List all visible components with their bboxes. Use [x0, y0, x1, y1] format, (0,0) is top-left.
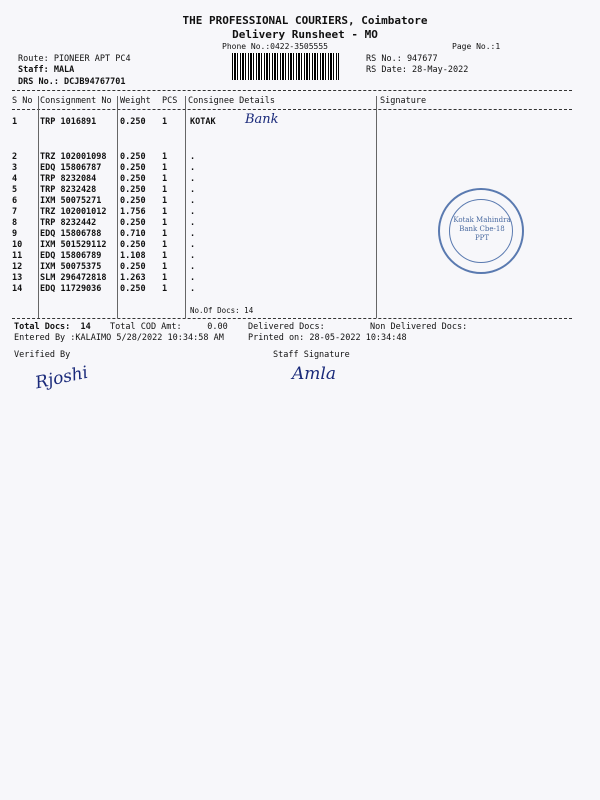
s-no: 8: [12, 218, 18, 228]
staff: Staff: MALA: [18, 65, 75, 75]
stamp-text: Kotak Mahindra Bank Cbe-18 PPT: [453, 216, 511, 242]
weight: 0.250: [120, 284, 146, 294]
weight: 0.250: [120, 152, 146, 162]
consignee: .: [190, 207, 196, 217]
consignment-no: TRP 8232442: [40, 218, 97, 228]
consignee: .: [190, 240, 196, 250]
weight: 0.250: [120, 196, 146, 206]
col-signature: Signature: [380, 96, 427, 106]
table-row: [0, 207, 376, 217]
s-no: 13: [12, 273, 23, 283]
route: Route: PIONEER APT PC4: [18, 54, 131, 64]
pcs: 1: [162, 117, 168, 127]
s-no: 11: [12, 251, 23, 261]
pcs: 1: [162, 185, 168, 195]
col-weight: Weight: [120, 96, 151, 106]
s-no: 4: [12, 174, 18, 184]
consignment-no: EDQ 15806788: [40, 229, 102, 239]
drs-number: DRS No.: DCJB94767701: [18, 77, 126, 87]
s-no: 6: [12, 196, 18, 206]
weight: 0.250: [120, 218, 146, 228]
weight: 0.250: [120, 240, 146, 250]
consignee: .: [190, 251, 196, 261]
consignee: .: [190, 229, 196, 239]
pcs: 1: [162, 152, 168, 162]
table-row: [0, 229, 376, 239]
printed-on: Printed on: 28-05-2022 10:34:48: [248, 333, 407, 343]
barcode: [232, 53, 339, 80]
consignee: .: [190, 196, 196, 206]
s-no: 12: [12, 262, 23, 272]
consignee: .: [190, 174, 196, 184]
weight: 0.250: [120, 262, 146, 272]
pcs: 1: [162, 207, 168, 217]
consignee: .: [190, 218, 196, 228]
weight: 0.250: [120, 163, 146, 173]
staff-signature-label: Staff Signature: [273, 350, 350, 360]
weight: 1.108: [120, 251, 146, 261]
consignment-no: EDQ 15806789: [40, 251, 102, 261]
company-title: THE PROFESSIONAL COURIERS, Coimbatore: [182, 14, 428, 27]
handwritten-note: Bank: [245, 112, 279, 127]
total-docs: Total Docs: 14: [14, 322, 91, 332]
table-row: [0, 262, 376, 272]
table-row: [0, 240, 376, 250]
table-row: [0, 152, 376, 162]
pcs: 1: [162, 229, 168, 239]
table-row: [0, 273, 376, 283]
bank-stamp: [438, 188, 524, 274]
col-pcs: PCS: [162, 96, 178, 106]
table-row: [0, 117, 376, 127]
col-consignment: Consignment No: [40, 96, 112, 106]
pcs: 1: [162, 262, 168, 272]
verified-by-label: Verified By: [14, 350, 71, 360]
s-no: 5: [12, 185, 18, 195]
consignment-no: TRZ 102001098: [40, 152, 107, 162]
no-of-docs: No.Of Docs: 14: [190, 306, 254, 315]
consignment-no: EDQ 11729036: [40, 284, 102, 294]
s-no: 1: [12, 117, 18, 127]
table-row: [0, 185, 376, 195]
consignment-no: TRP 8232084: [40, 174, 97, 184]
consignee: KOTAK: [190, 117, 216, 127]
table-row: [0, 218, 376, 228]
col-sno: S No: [12, 96, 33, 106]
weight: 1.263: [120, 273, 146, 283]
consignment-no: IXM 50075271: [40, 196, 102, 206]
table-row: [0, 251, 376, 261]
page-number: Page No.:1: [452, 42, 501, 51]
s-no: 7: [12, 207, 18, 217]
weight: 0.250: [120, 117, 146, 127]
rs-number: RS No.: 947677: [366, 54, 438, 64]
document-subtitle: Delivery Runsheet - MO: [232, 28, 378, 41]
non-delivered-docs: Non Delivered Docs:: [370, 322, 468, 332]
pcs: 1: [162, 196, 168, 206]
consignee: .: [190, 152, 196, 162]
consignee: .: [190, 185, 196, 195]
total-cod: Total COD Amt: 0.00: [110, 322, 228, 332]
table-row: [0, 196, 376, 206]
s-no: 10: [12, 240, 23, 250]
table-row: [0, 174, 376, 184]
consignment-no: EDQ 15806787: [40, 163, 102, 173]
consignment-no: IXM 50075375: [40, 262, 102, 272]
pcs: 1: [162, 163, 168, 173]
entered-by: Entered By :KALAIMO 5/28/2022 10:34:58 AM: [14, 333, 224, 343]
consignment-no: TRZ 102001012: [40, 207, 107, 217]
consignment-no: TRP 1016891: [40, 117, 97, 127]
rs-date: RS Date: 28-May-2022: [366, 65, 469, 75]
consignee: .: [190, 273, 196, 283]
pcs: 1: [162, 273, 168, 283]
pcs: 1: [162, 284, 168, 294]
table-row: [0, 163, 376, 173]
pcs: 1: [162, 240, 168, 250]
pcs: 1: [162, 174, 168, 184]
s-no: 3: [12, 163, 18, 173]
consignee: .: [190, 262, 196, 272]
phone: Phone No.:0422-3505555: [222, 42, 328, 51]
consignee: .: [190, 163, 196, 173]
staff-signature: Amla: [292, 364, 336, 384]
pcs: 1: [162, 218, 168, 228]
s-no: 14: [12, 284, 23, 294]
weight: 1.756: [120, 207, 146, 217]
s-no: 9: [12, 229, 18, 239]
consignment-no: IXM 501529112: [40, 240, 107, 250]
consignee: .: [190, 284, 196, 294]
col-consignee: Consignee Details: [188, 96, 275, 106]
s-no: 2: [12, 152, 18, 162]
weight: 0.250: [120, 185, 146, 195]
weight: 0.250: [120, 174, 146, 184]
verified-signature: Rjoshi: [33, 362, 90, 394]
table-row: [0, 284, 376, 294]
consignment-no: TRP 8232428: [40, 185, 97, 195]
delivered-docs: Delivered Docs:: [248, 322, 325, 332]
pcs: 1: [162, 251, 168, 261]
weight: 0.710: [120, 229, 146, 239]
consignment-no: SLM 296472818: [40, 273, 107, 283]
